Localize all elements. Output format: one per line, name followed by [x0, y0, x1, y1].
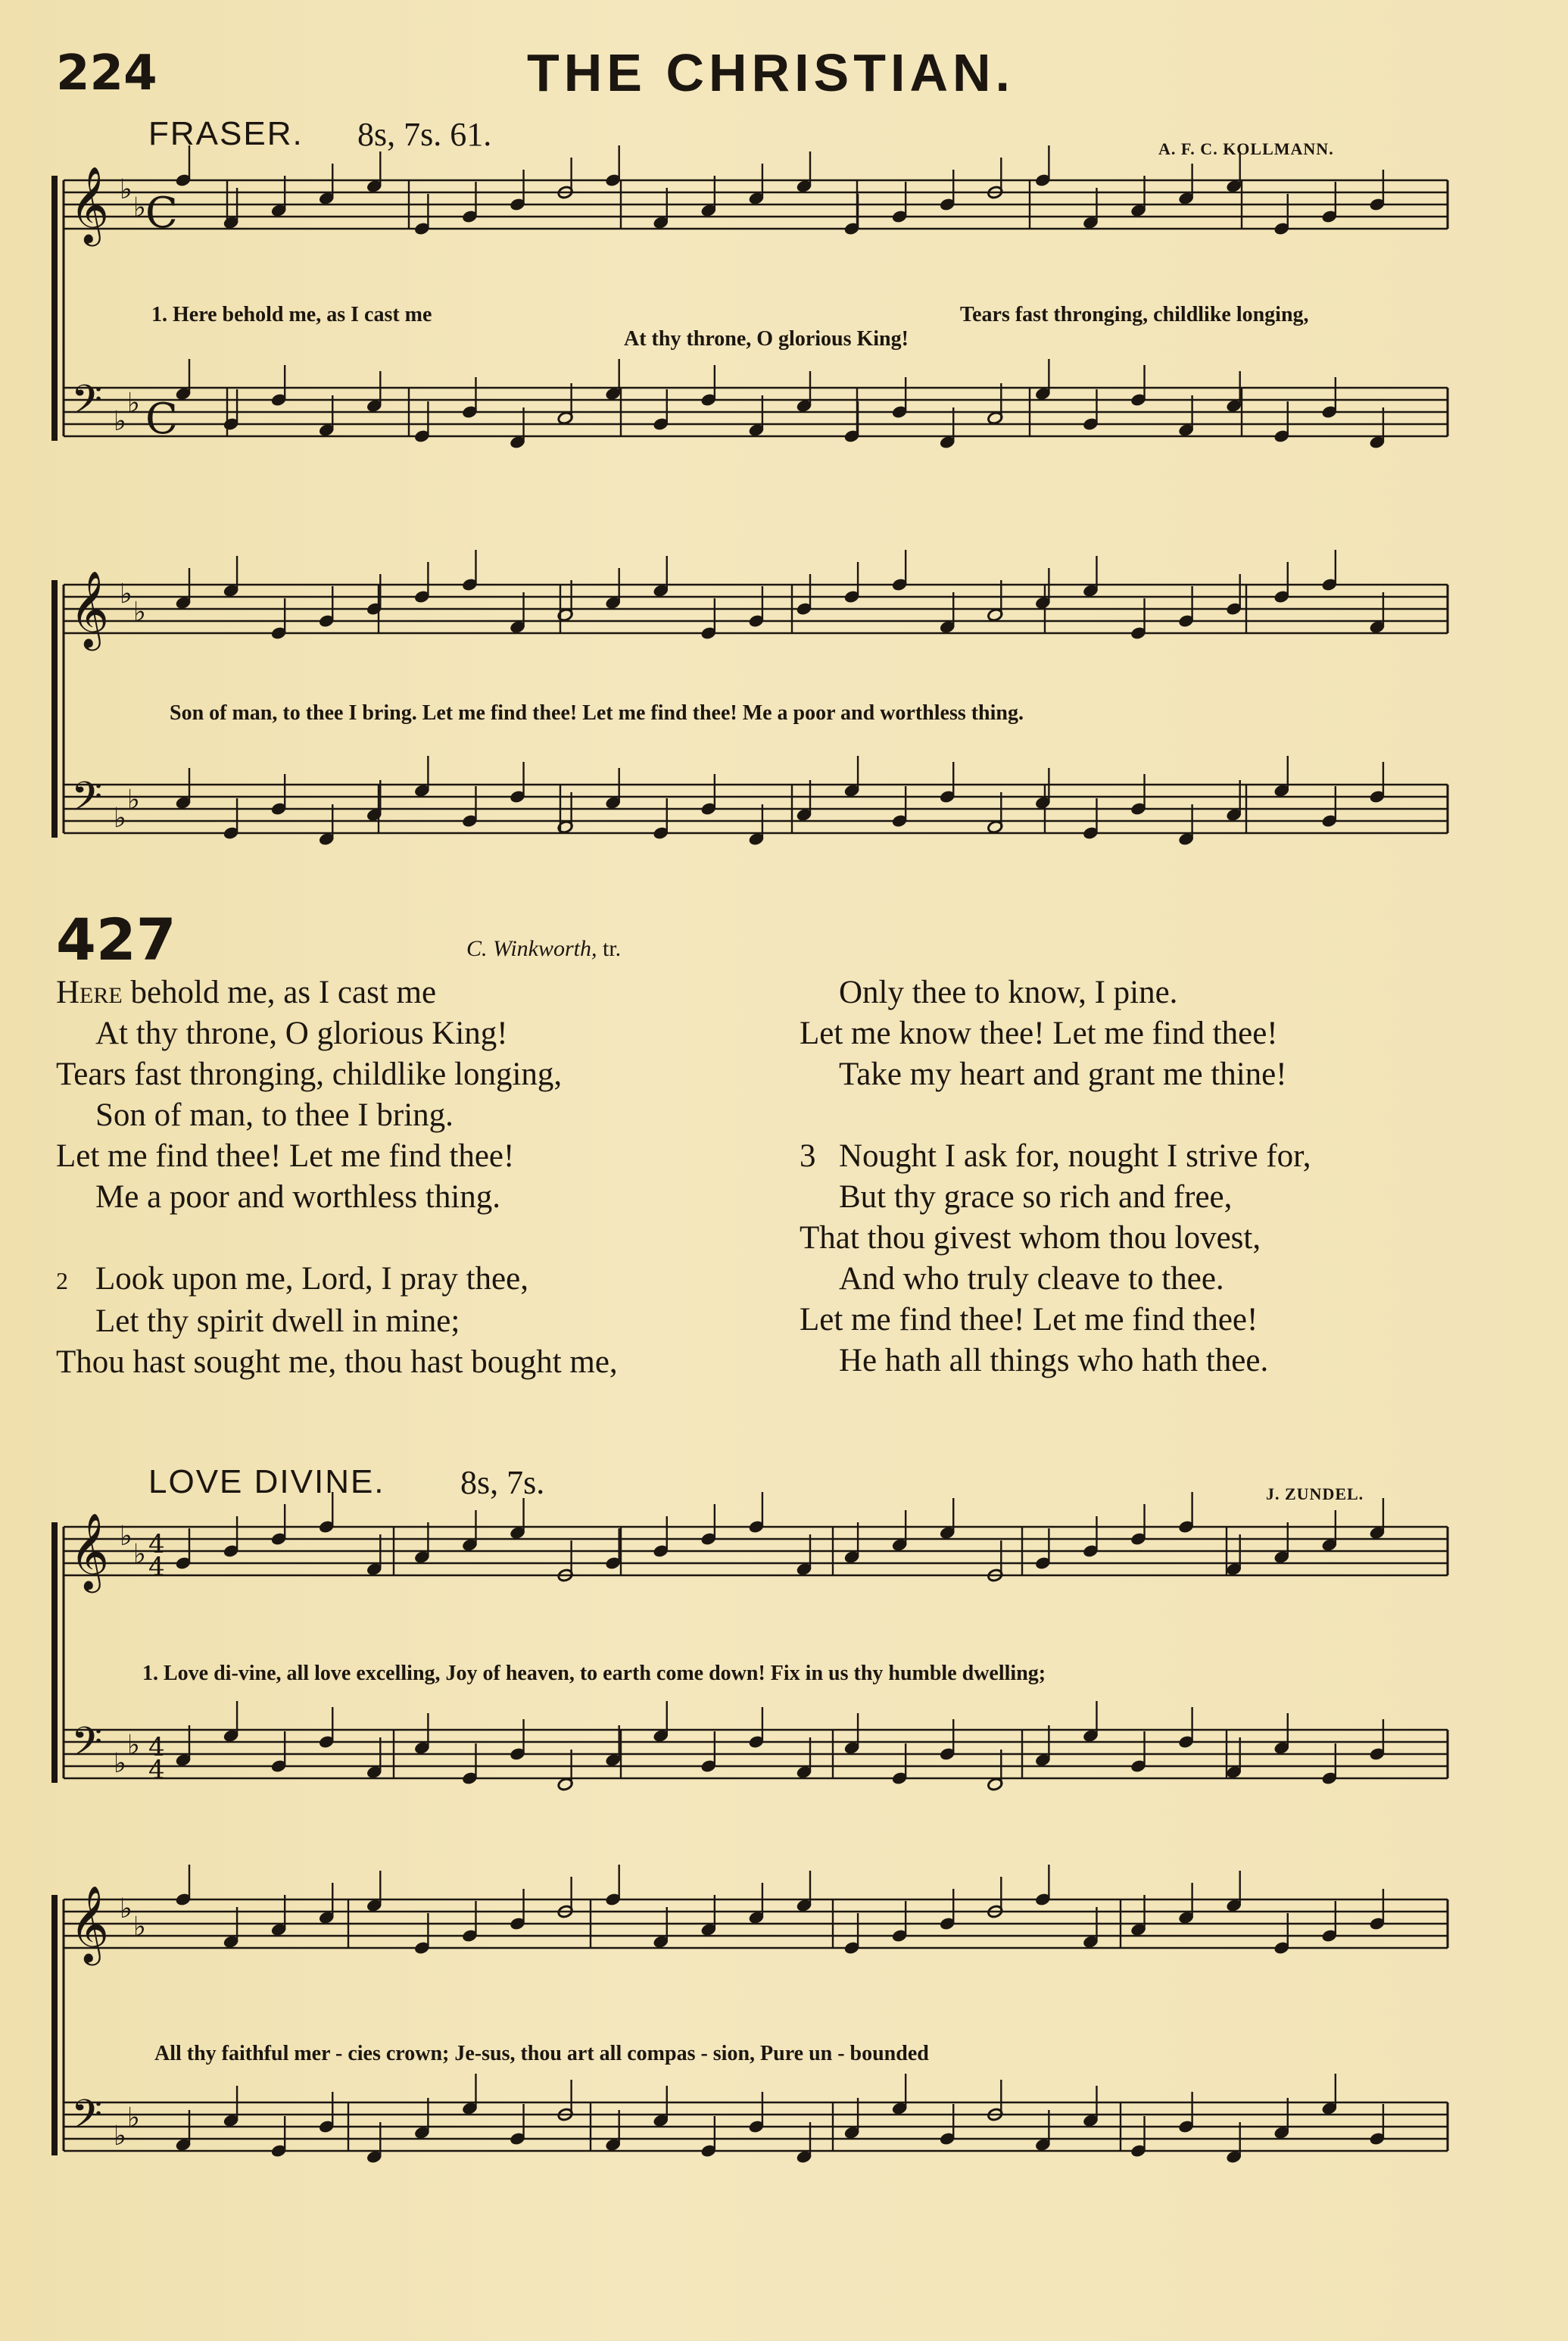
- flat-icon: ♭: [120, 174, 132, 205]
- tune-meter-love-divine: 8s, 7s.: [460, 1464, 545, 1501]
- composer-zundel: J. ZUNDEL.: [1266, 1484, 1364, 1503]
- flat-icon: ♭: [127, 1730, 140, 1761]
- verse-line: That thou givest whom thou lovest,: [800, 1220, 1261, 1256]
- verse-line: Take my heart and grant me thine!: [839, 1057, 1287, 1092]
- tune-meter-fraser: 8s, 7s. 61.: [357, 116, 492, 153]
- tune-name-fraser: FRASER.: [148, 115, 304, 152]
- verse-line: And who truly cleave to thee.: [839, 1261, 1224, 1297]
- verse-line: Son of man, to thee I bring.: [95, 1097, 454, 1133]
- page-section-title: THE CHRISTIAN.: [527, 43, 1015, 102]
- tune-name-love-divine: LOVE DIVINE.: [148, 1463, 385, 1500]
- flat-icon: ♭: [127, 785, 140, 816]
- verse-line: Let me know thee! Let me find thee!: [800, 1016, 1278, 1051]
- bass-clef-icon: 𝄢: [71, 1719, 103, 1775]
- flat-icon: ♭: [127, 388, 140, 419]
- stanza-number: 3: [800, 1138, 816, 1174]
- time-signature-icon: 4: [148, 1529, 165, 1559]
- fraser-lyric-line1-a: 1. Here behold me, as I cast me: [151, 303, 432, 326]
- verse-line: [800, 1136, 1311, 1177]
- common-time-icon: C: [145, 189, 178, 238]
- flat-icon: ♭: [120, 1893, 132, 1924]
- flat-icon: ♭: [120, 1521, 132, 1552]
- flat-icon: ♭: [133, 192, 146, 223]
- stanza-gap: [800, 1095, 1311, 1136]
- page-number: 224: [56, 45, 157, 101]
- flat-icon: ♭: [133, 1539, 146, 1570]
- common-time-icon: C: [145, 395, 178, 444]
- fraser-lyric-line1-c: Tears fast thronging, childlike longing,: [960, 303, 1309, 326]
- verse-line: Only thee to know, I pine.: [839, 975, 1178, 1010]
- fraser-lyric-line1-b: At thy throne, O glorious King!: [624, 327, 909, 351]
- flat-icon: ♭: [114, 406, 126, 437]
- verse-line: Me a poor and worthless thing.: [95, 1179, 501, 1215]
- love-divine-lyric-line2: All thy faithful mer - cies crown; Je-sus, thou art all compas - sion, Pure un - bounded: [154, 2042, 929, 2065]
- flat-icon: ♭: [127, 2102, 140, 2133]
- verse-line: Let me find thee! Let me find thee!: [800, 1302, 1258, 1337]
- verse-line: Let thy spirit dwell in mine;: [95, 1303, 460, 1339]
- verse-line: But thy grace so rich and free,: [839, 1179, 1233, 1215]
- flat-icon: ♭: [133, 597, 146, 628]
- treble-clef-icon: 𝄞: [70, 1512, 110, 1590]
- hymn-number: 427: [56, 906, 176, 973]
- fraser-lyric-line2: Son of man, to thee I bring. Let me find thee! Let me find thee! Me a poor and worthless thing.: [170, 701, 1024, 725]
- love-divine-lyric-line1: 1. Love di-vine, all love excelling, Joy of heaven, to earth come down! Fix in us thy humble dwelling;: [142, 1662, 1046, 1685]
- time-signature-icon: 4: [148, 1552, 165, 1582]
- verse-line: [56, 1259, 618, 1301]
- verse-line: Let me find thee! Let me find thee!: [56, 1138, 515, 1174]
- translator-credit: [466, 936, 621, 962]
- verse-line: Tears fast thronging, childlike longing,: [56, 1057, 563, 1092]
- treble-clef-icon: 𝄞: [70, 1884, 110, 1962]
- verse-line-text: Nought I ask for, nought I strive for,: [839, 1138, 1311, 1174]
- flat-icon: ♭: [114, 2121, 126, 2152]
- flat-icon: ♭: [133, 1912, 146, 1943]
- stanza-gap: [56, 1218, 618, 1259]
- stanza-number: 2: [56, 1267, 68, 1294]
- bass-clef-icon: 𝄢: [71, 377, 103, 433]
- flat-icon: ♭: [114, 803, 126, 834]
- time-signature-icon: 4: [148, 1755, 165, 1785]
- verse-first-word: Here: [56, 975, 123, 1010]
- verse-column-2: [800, 972, 1311, 1381]
- verse-line: At thy throne, O glorious King!: [95, 1016, 508, 1051]
- time-signature-icon: 4: [148, 1732, 165, 1762]
- verse-line-text: Look upon me, Lord, I pray thee,: [95, 1261, 528, 1297]
- translator-suffix: tr.: [597, 936, 622, 961]
- treble-clef-icon: 𝄞: [70, 570, 110, 648]
- composer-kollmann: A. F. C. KOLLMANN.: [1158, 139, 1334, 158]
- bass-clef-icon: 𝄢: [71, 774, 103, 830]
- verse-line: Thou hast sought me, thou hast bought me,: [56, 1344, 618, 1380]
- flat-icon: ♭: [114, 1748, 126, 1779]
- translator-name: C. Winkworth,: [466, 936, 597, 961]
- bass-clef-icon: 𝄢: [71, 2092, 103, 2148]
- treble-clef-icon: 𝄞: [70, 165, 110, 243]
- verse-column-1: [56, 972, 618, 1383]
- verse-line: [56, 972, 618, 1013]
- flat-icon: ♭: [120, 579, 132, 610]
- verse-line-text: behold me, as I cast me: [122, 975, 437, 1010]
- verse-line: He hath all things who hath thee.: [839, 1343, 1269, 1378]
